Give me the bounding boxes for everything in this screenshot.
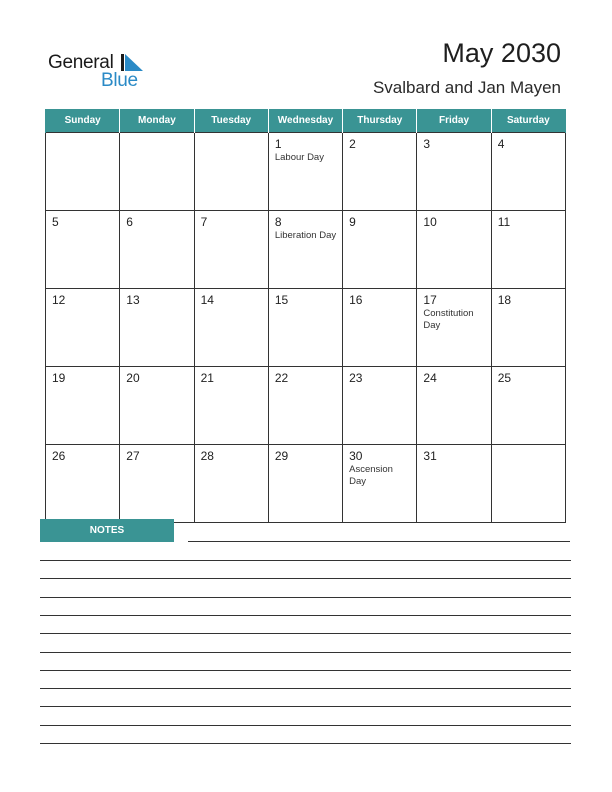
day-number: 29: [274, 449, 289, 463]
calendar-day-cell: [417, 367, 491, 445]
day-number: 12: [52, 293, 66, 307]
notes-rule-line: [40, 597, 571, 598]
calendar-day-cell: [343, 289, 417, 367]
day-number: 11: [497, 215, 511, 229]
day-number: 9: [349, 215, 356, 229]
day-number: 19: [52, 371, 66, 385]
notes-rule-line: [40, 743, 571, 744]
calendar-day-cell: [491, 211, 565, 289]
notes-rule-line: [40, 670, 571, 671]
calendar-day-cell: [417, 133, 491, 211]
day-number: 8: [274, 215, 282, 229]
holiday-label: Constitution Day: [423, 308, 474, 331]
calendar-day-cell: [343, 211, 417, 289]
notes-rule-line: [40, 688, 571, 689]
day-number: 25: [497, 371, 512, 385]
day-number: 23: [349, 371, 363, 385]
calendar-day-cell: [268, 445, 342, 523]
weekday-header: Wednesday: [268, 109, 342, 133]
calendar-day-cell: [417, 289, 491, 367]
calendar-day-cell: [120, 133, 194, 211]
notes-rule-line: [40, 652, 571, 653]
calendar-day-cell: [268, 211, 342, 289]
day-number: 5: [52, 215, 59, 229]
calendar-day-cell: [120, 211, 194, 289]
day-number: 16: [349, 293, 363, 307]
calendar-week-row: [46, 445, 566, 523]
day-number: 18: [497, 293, 512, 307]
day-number: 20: [126, 371, 140, 385]
calendar-day-cell: [120, 367, 194, 445]
calendar-day-cell: [491, 289, 565, 367]
day-number: 31: [423, 449, 437, 463]
weekday-header: Thursday: [343, 109, 417, 133]
weekday-header: Tuesday: [194, 109, 268, 133]
notes-rule-line: [40, 560, 571, 561]
calendar-day-cell: [343, 133, 417, 211]
calendar-day-cell: [343, 367, 417, 445]
calendar-day-cell: [194, 367, 268, 445]
notes-rule-line: [40, 725, 571, 726]
calendar-week-row: [46, 367, 566, 445]
day-number: 7: [200, 215, 208, 229]
notes-rule-line: [40, 706, 571, 707]
calendar-day-cell: [417, 211, 491, 289]
calendar-day-cell: [343, 445, 417, 523]
holiday-label: Labour Day: [274, 152, 324, 163]
page-title: May 2030: [442, 38, 561, 68]
calendar-day-cell: [46, 367, 120, 445]
calendar-week-row: [46, 289, 566, 367]
calendar-day-cell: [194, 445, 268, 523]
day-number: 14: [200, 293, 214, 307]
country-subtitle: Svalbard and Jan Mayen: [372, 78, 561, 97]
weekday-header: Saturday: [491, 109, 565, 133]
weekday-header: Monday: [120, 109, 194, 133]
generalblue-logo: [48, 52, 158, 92]
calendar-day-cell: [417, 445, 491, 523]
day-number: 30: [349, 449, 363, 463]
notes-rule-line: [188, 541, 570, 542]
day-number: 21: [200, 371, 214, 385]
day-number: 15: [274, 293, 289, 307]
calendar-day-cell: [46, 445, 120, 523]
calendar-week-row: [46, 211, 566, 289]
day-number: 28: [200, 449, 214, 463]
day-number: 2: [349, 137, 356, 151]
notes-rule-line: [40, 633, 571, 634]
calendar-day-cell: [491, 445, 565, 523]
day-number: 10: [423, 215, 437, 229]
weekday-header: Friday: [417, 109, 491, 133]
calendar-day-cell: [120, 289, 194, 367]
calendar-day-cell: [268, 133, 342, 211]
day-number: 1: [274, 137, 282, 151]
calendar-day-cell: [491, 133, 565, 211]
holiday-label: Liberation Day: [274, 230, 337, 241]
holiday-label: Ascension Day: [349, 464, 393, 487]
day-number: 22: [274, 371, 289, 385]
day-number: 4: [497, 137, 505, 151]
calendar-day-cell: [268, 367, 342, 445]
calendar-grid: [45, 109, 566, 523]
logo-text-blue: Blue: [101, 70, 138, 91]
calendar-day-cell: [120, 445, 194, 523]
day-number: 26: [52, 449, 66, 463]
logo-triangle-icon: [121, 54, 143, 71]
day-number: 13: [126, 293, 140, 307]
day-number: 17: [423, 293, 437, 307]
calendar-day-cell: [46, 289, 120, 367]
calendar-week-row: [46, 133, 566, 211]
calendar-day-cell: [46, 133, 120, 211]
day-number: 27: [126, 449, 140, 463]
day-number: 3: [423, 137, 431, 151]
calendar-day-cell: [194, 289, 268, 367]
notes-label: NOTES: [40, 519, 174, 542]
day-number: 6: [126, 215, 133, 229]
notes-rule-line: [40, 615, 571, 616]
calendar-day-cell: [46, 211, 120, 289]
weekday-header-row: [46, 109, 566, 133]
day-number: 24: [423, 371, 437, 385]
weekday-header: Sunday: [46, 109, 120, 133]
logo-text-general: General: [48, 52, 114, 73]
calendar-day-cell: [268, 289, 342, 367]
calendar-day-cell: [194, 211, 268, 289]
calendar-day-cell: [491, 367, 565, 445]
calendar-day-cell: [194, 133, 268, 211]
notes-rule-line: [40, 578, 571, 579]
